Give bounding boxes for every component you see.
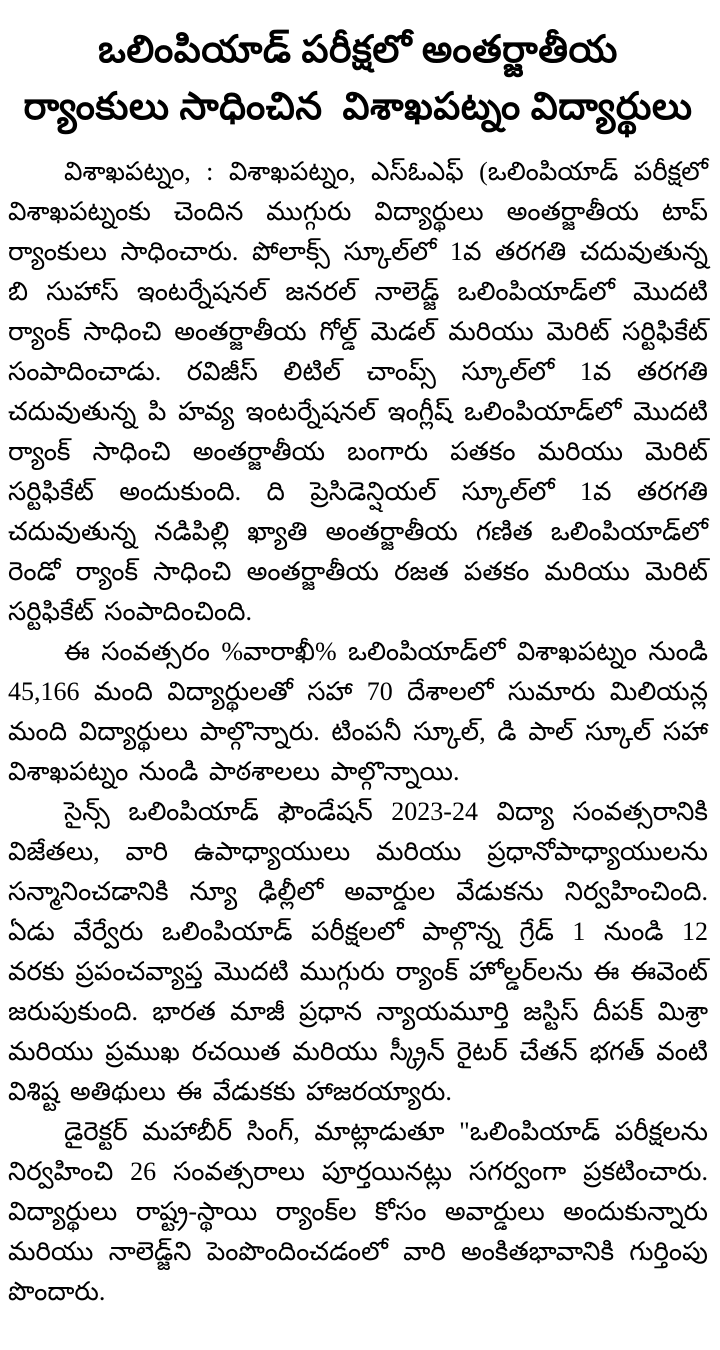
article-title xyxy=(8,22,708,136)
article-body xyxy=(8,152,708,1312)
paragraph-director-statement: డైరెక్టర్ మహాబీర్ సింగ్, మాట్లాడుతూ "ఒలింపియాడ్ పరీక్షలను నిర్వహించి 26 సంవత్సరాలు పూర్తయినట్లు సగర్వంగా ప్రకటించారు. విద్యార్థులు రాష్ట్ర-స్థాయి ర్యాంక్‌ల కోసం అవార్డులు అందుకున్నారు మరియు నాలెడ్జ్‌ని పెంపొందించడంలో వారి అంకితభావానికి గుర్తింపు పొందారు. xyxy=(8,1117,708,1306)
paragraph-intro-winners: విశాఖపట్నం, : విశాఖపట్నం, ఎస్ఓఎఫ్ (ఒలింపియాడ్ పరీక్షలో విశాఖపట్నంకు చెందిన ముగ్గురు విద్యార్థులు అంతర్జాతీయ టాప్ ర్యాంకులు సాధించారు. పోలాక్స్ స్కూల్‌లో 1వ తరగతి చదువుతున్న బి సుహాస్ ఇంటర్నేషనల్ జనరల్ నాలెడ్జ్ ఒలింపియాడ్‌లో మొదటి ర్యాంక్ సాధించి అంతర్జాతీయ గోల్డ్ మెడల్ మరియు మెరిట్ సర్టిఫికేట్ సంపాదించాడు. రవిజీస్ లిటిల్ చాంప్స్ స్కూల్‌లో 1వ తరగతి చదువుతున్న పి హవ్య ఇంటర్నేషనల్ ఇంగ్లీష్ ఒలింపియాడ్‌లో మొదటి ర్యాంక్ సాధించి అంతర్జాతీయ బంగారు పతకం మరియు మెరిట్ సర్టిఫికేట్ అందుకుంది. ది ప్రెసిడెన్షియల్ స్కూల్‌లో 1వ తరగతి చదువుతున్న నడిపిల్లి ఖ్యాతి అంతర్జాతీయ గణిత ఒలింపియాడ్‌లో రెండో ర్యాంక్ సాధించి అంతర్జాతీయ రజత పతకం మరియు మెరిట్ సర్టిఫికేట్ సంపాదించింది. xyxy=(8,157,708,626)
paragraph-participation-stats: ఈ సంవత్సరం %వారాఖీ% ఒలింపియాడ్‌లో విశాఖపట్నం నుండి 45,166 మంది విద్యార్థులతో సహా 70 దేశాలలో సుమారు మిలియన్ల మంది విద్యార్థులు పాల్గొన్నారు. టింపనీ స్కూల్, డి పాల్ స్కూల్ సహా విశాఖపట్నం నుండి పాఠశాలలు పాల్గొన్నాయి. xyxy=(8,637,708,786)
article-title-line-2: ర్యాంకులు సాధించిన విశాఖపట్నం విద్యార్థులు xyxy=(23,86,693,128)
article-title-line-1: ఒలింపియాడ్ పరీక్షలో అంతర్జాతీయ xyxy=(98,29,618,71)
paragraph-awards-ceremony: సైన్స్ ఒలింపియాడ్ ఫౌండేషన్ 2023-24 విద్యా సంవత్సరానికి విజేతలు, వారి ఉపాధ్యాయులు మరియు ప్రధానోపాధ్యాయులను సన్మానించడానికి న్యూ ఢిల్లీలో అవార్డుల వేడుకను నిర్వహించింది. ఏడు వేర్వేరు ఒలింపియాడ్ పరీక్షలలో పాల్గొన్న గ్రేడ్ 1 నుండి 12 వరకు ప్రపంచవ్యాప్త మొదటి ముగ్గురు ర్యాంక్ హోల్డర్‌లను ఈ ఈవెంట్ జరుపుకుంది. భారత మాజీ ప్రధాన న్యాయమూర్తి జస్టిస్ దీపక్ మిశ్రా మరియు ప్రముఖ రచయిత మరియు స్క్రీన్ రైటర్ చేతన్ భగత్ వంటి విశిష్ట అతిథులు ఈ వేడుకకు హాజరయ్యారు. xyxy=(8,797,708,1106)
